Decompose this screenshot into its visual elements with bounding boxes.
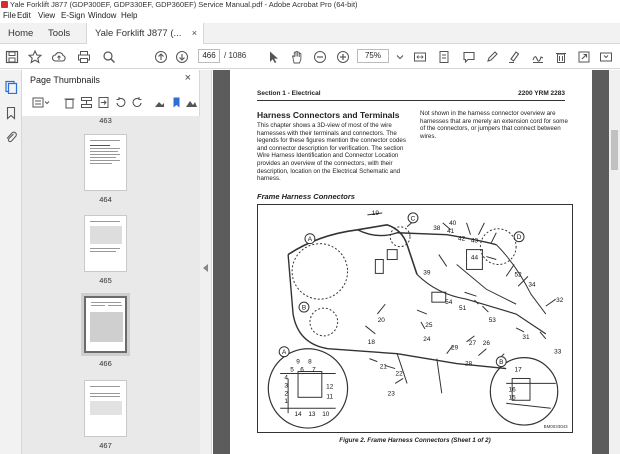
- insert-pages-icon[interactable]: [80, 96, 93, 109]
- page-header-code: 2200 YRM 2283: [518, 90, 565, 97]
- callout-19: 19: [371, 209, 379, 217]
- callout-27: 27: [468, 339, 477, 347]
- page-heading: Harness Connectors and Terminals: [257, 110, 400, 120]
- page-header-section: Section 1 - Electrical: [257, 90, 321, 97]
- callout-1: 1: [284, 398, 288, 406]
- zoom-in-icon[interactable]: [335, 49, 351, 65]
- callout-14: 14: [294, 411, 302, 419]
- menu-edit[interactable]: Edit: [17, 11, 31, 20]
- thumbnail-label-467: 467: [99, 441, 112, 450]
- more-tools-icon[interactable]: [598, 49, 614, 65]
- thumbnail-label-464: 464: [99, 195, 112, 204]
- figure-code: BM0033043: [543, 424, 568, 430]
- navigation-pane-strip: [0, 70, 22, 454]
- hand-tool-icon[interactable]: [289, 49, 305, 65]
- thumbnail-label-465: 465: [99, 276, 112, 285]
- select-cursor-icon[interactable]: [266, 49, 282, 65]
- thumbnail-size-large-icon[interactable]: [170, 96, 183, 109]
- thumbnail-list: [22, 116, 200, 454]
- delete-pages-icon[interactable]: [63, 96, 76, 109]
- zoom-out-icon[interactable]: [312, 49, 328, 65]
- page-total: / 1086: [224, 51, 247, 60]
- callout-51: 51: [458, 305, 467, 313]
- delete-icon[interactable]: [553, 49, 569, 65]
- search-icon[interactable]: [101, 49, 117, 65]
- tab-close-icon[interactable]: ×: [191, 28, 197, 38]
- page-thumbnails-icon[interactable]: [4, 80, 18, 94]
- tab-home-label: Home: [8, 28, 34, 39]
- page-thumbnails-panel: [22, 70, 200, 454]
- rotate-clockwise-icon[interactable]: [131, 96, 144, 109]
- thumbnail-label-466: 466: [99, 359, 112, 368]
- scrolling-mode-icon[interactable]: [436, 49, 452, 65]
- menu-window[interactable]: Window: [88, 11, 117, 20]
- sign-icon[interactable]: [530, 49, 546, 65]
- menu-help[interactable]: Help: [121, 11, 138, 20]
- tab-tools[interactable]: [40, 23, 78, 44]
- callout-31: 31: [522, 333, 530, 341]
- thumbnail-page-465[interactable]: [84, 215, 127, 272]
- body-paragraph-1: This chapter shows a 3D-view of most of the wire harnesses with their terminals and connectors. The legends for these figures mention the connector codes and connector description for verification. The section Wire Harness Identification and Connector Location provides an overview of the connectors, with their description, location on the Electrical Schematic and harness.: [257, 122, 406, 183]
- callout-5: 5: [290, 366, 294, 374]
- callout-16: 16: [508, 386, 516, 394]
- callout-17: 17: [514, 366, 522, 374]
- title-bar: [0, 0, 620, 10]
- callout-letter-c: C: [410, 215, 416, 223]
- rotate-counterclockwise-icon[interactable]: [114, 96, 127, 109]
- page-down-icon[interactable]: [174, 49, 190, 65]
- figure-caption: Figure 2. Frame Harness Connectors (Sheet 1 of 2): [339, 437, 491, 444]
- callout-letter-a: A: [307, 236, 313, 244]
- callout-29: 29: [451, 344, 459, 352]
- callout-41: 41: [447, 227, 455, 235]
- callout-42: 42: [458, 235, 466, 243]
- scrollbar-thumb[interactable]: [611, 130, 618, 170]
- callout-15: 15: [508, 394, 516, 402]
- acrobat-app-icon: [1, 1, 8, 8]
- callout-43: 43: [470, 237, 479, 245]
- callout-53: 53: [488, 316, 496, 324]
- callout-2: 2: [284, 390, 288, 398]
- callout-12: 12: [326, 383, 334, 391]
- menu-esign[interactable]: E-Sign: [61, 11, 86, 20]
- attachments-icon[interactable]: [4, 130, 18, 144]
- callout-20: 20: [377, 316, 385, 324]
- extract-pages-icon[interactable]: [97, 96, 110, 109]
- callout-54: 54: [445, 299, 453, 307]
- tab-document-label: Yale Forklift J877 (...: [95, 28, 182, 39]
- panel-title: Page Thumbnails: [30, 75, 100, 85]
- callout-24: 24: [423, 335, 431, 343]
- document-view[interactable]: [213, 70, 609, 454]
- callout-23: 23: [387, 390, 395, 398]
- callout-25: 25: [425, 321, 433, 329]
- menu-file[interactable]: File: [3, 11, 16, 20]
- callout-4: 4: [284, 374, 288, 382]
- callout-38: 38: [433, 224, 441, 232]
- share-icon[interactable]: [576, 49, 592, 65]
- thumbnail-page-466[interactable]: [84, 296, 127, 353]
- callout-8: 8: [308, 358, 312, 366]
- tab-tools-label: Tools: [48, 28, 71, 39]
- callout-7: 7: [312, 366, 316, 374]
- page-up-icon[interactable]: [153, 49, 169, 65]
- panel-close-icon[interactable]: ×: [184, 72, 191, 84]
- bookmarks-icon[interactable]: [4, 106, 18, 120]
- callout-39: 39: [423, 269, 431, 277]
- callout-40: 40: [449, 219, 457, 227]
- callout-11: 11: [326, 393, 334, 401]
- callout-34: 34: [528, 281, 536, 289]
- callout-28: 28: [464, 360, 473, 368]
- tab-home[interactable]: [0, 23, 40, 44]
- pdf-page: [230, 70, 592, 454]
- save-icon[interactable]: [4, 49, 20, 65]
- panel-toolbar: [22, 92, 200, 114]
- callout-3: 3: [284, 382, 288, 390]
- callout-21: 21: [379, 363, 387, 371]
- zoom-level-input[interactable]: 75%: [357, 49, 389, 63]
- callout-13: 13: [308, 411, 316, 419]
- panel-splitter[interactable]: [200, 70, 212, 454]
- fit-page-icon[interactable]: [412, 49, 428, 65]
- vertical-scrollbar[interactable]: [609, 70, 620, 454]
- bookmark-star-icon[interactable]: [27, 49, 43, 65]
- callout-letter-d: D: [516, 234, 522, 242]
- page-number-input[interactable]: 466: [198, 49, 220, 63]
- menu-view[interactable]: View: [38, 11, 56, 20]
- callout-32: 32: [556, 297, 564, 305]
- callout-26: 26: [482, 339, 490, 347]
- callout-52: 52: [514, 271, 522, 279]
- window-title: Yale Forklift J877 (GDP300EF, GDP330EF, GDP360EF) Service Manual.pdf - Adobe Acrobat Pro (64-bit): [10, 0, 358, 9]
- pen-icon[interactable]: [484, 49, 500, 65]
- cloud-upload-icon[interactable]: [51, 49, 67, 65]
- callout-6: 6: [300, 366, 304, 374]
- collapse-panel-arrow-icon[interactable]: [203, 264, 208, 272]
- callout-letter-a-detail: A: [282, 349, 287, 357]
- thumbnail-zoom-icon[interactable]: [185, 96, 198, 109]
- zoom-dropdown-icon[interactable]: [392, 49, 408, 65]
- tab-document[interactable]: [86, 23, 204, 45]
- callout-44: 44: [470, 254, 479, 262]
- callout-10: 10: [322, 411, 330, 419]
- thumbnail-page-464[interactable]: [84, 134, 127, 191]
- options-menu-icon[interactable]: [32, 96, 50, 109]
- comment-icon[interactable]: [461, 49, 477, 65]
- callout-33: 33: [554, 348, 562, 356]
- print-icon[interactable]: [76, 49, 92, 65]
- header-rule: [257, 100, 565, 101]
- body-paragraph-2: Not shown in the harness connector overview are harnesses that are merely an extension cord for some of the connectors, or jumpers that connect between wires.: [420, 110, 568, 140]
- thumbnail-page-467[interactable]: [84, 380, 127, 437]
- callout-18: 18: [367, 338, 375, 346]
- highlight-icon[interactable]: [506, 49, 522, 65]
- thumbnail-label-463: 463: [99, 116, 112, 125]
- menu-bar: [0, 10, 620, 22]
- callout-22: 22: [395, 370, 403, 378]
- harness-diagram: [257, 204, 573, 433]
- tab-bar: [0, 23, 620, 44]
- callout-9: 9: [296, 358, 300, 366]
- harness-diagram-svg: [258, 205, 572, 432]
- callout-letter-b-detail: B: [499, 359, 504, 367]
- figure-heading: Frame Harness Connectors: [257, 192, 355, 201]
- callout-letter-b: B: [301, 304, 307, 312]
- thumbnail-size-small-icon[interactable]: [153, 96, 166, 109]
- main-toolbar: [0, 44, 620, 69]
